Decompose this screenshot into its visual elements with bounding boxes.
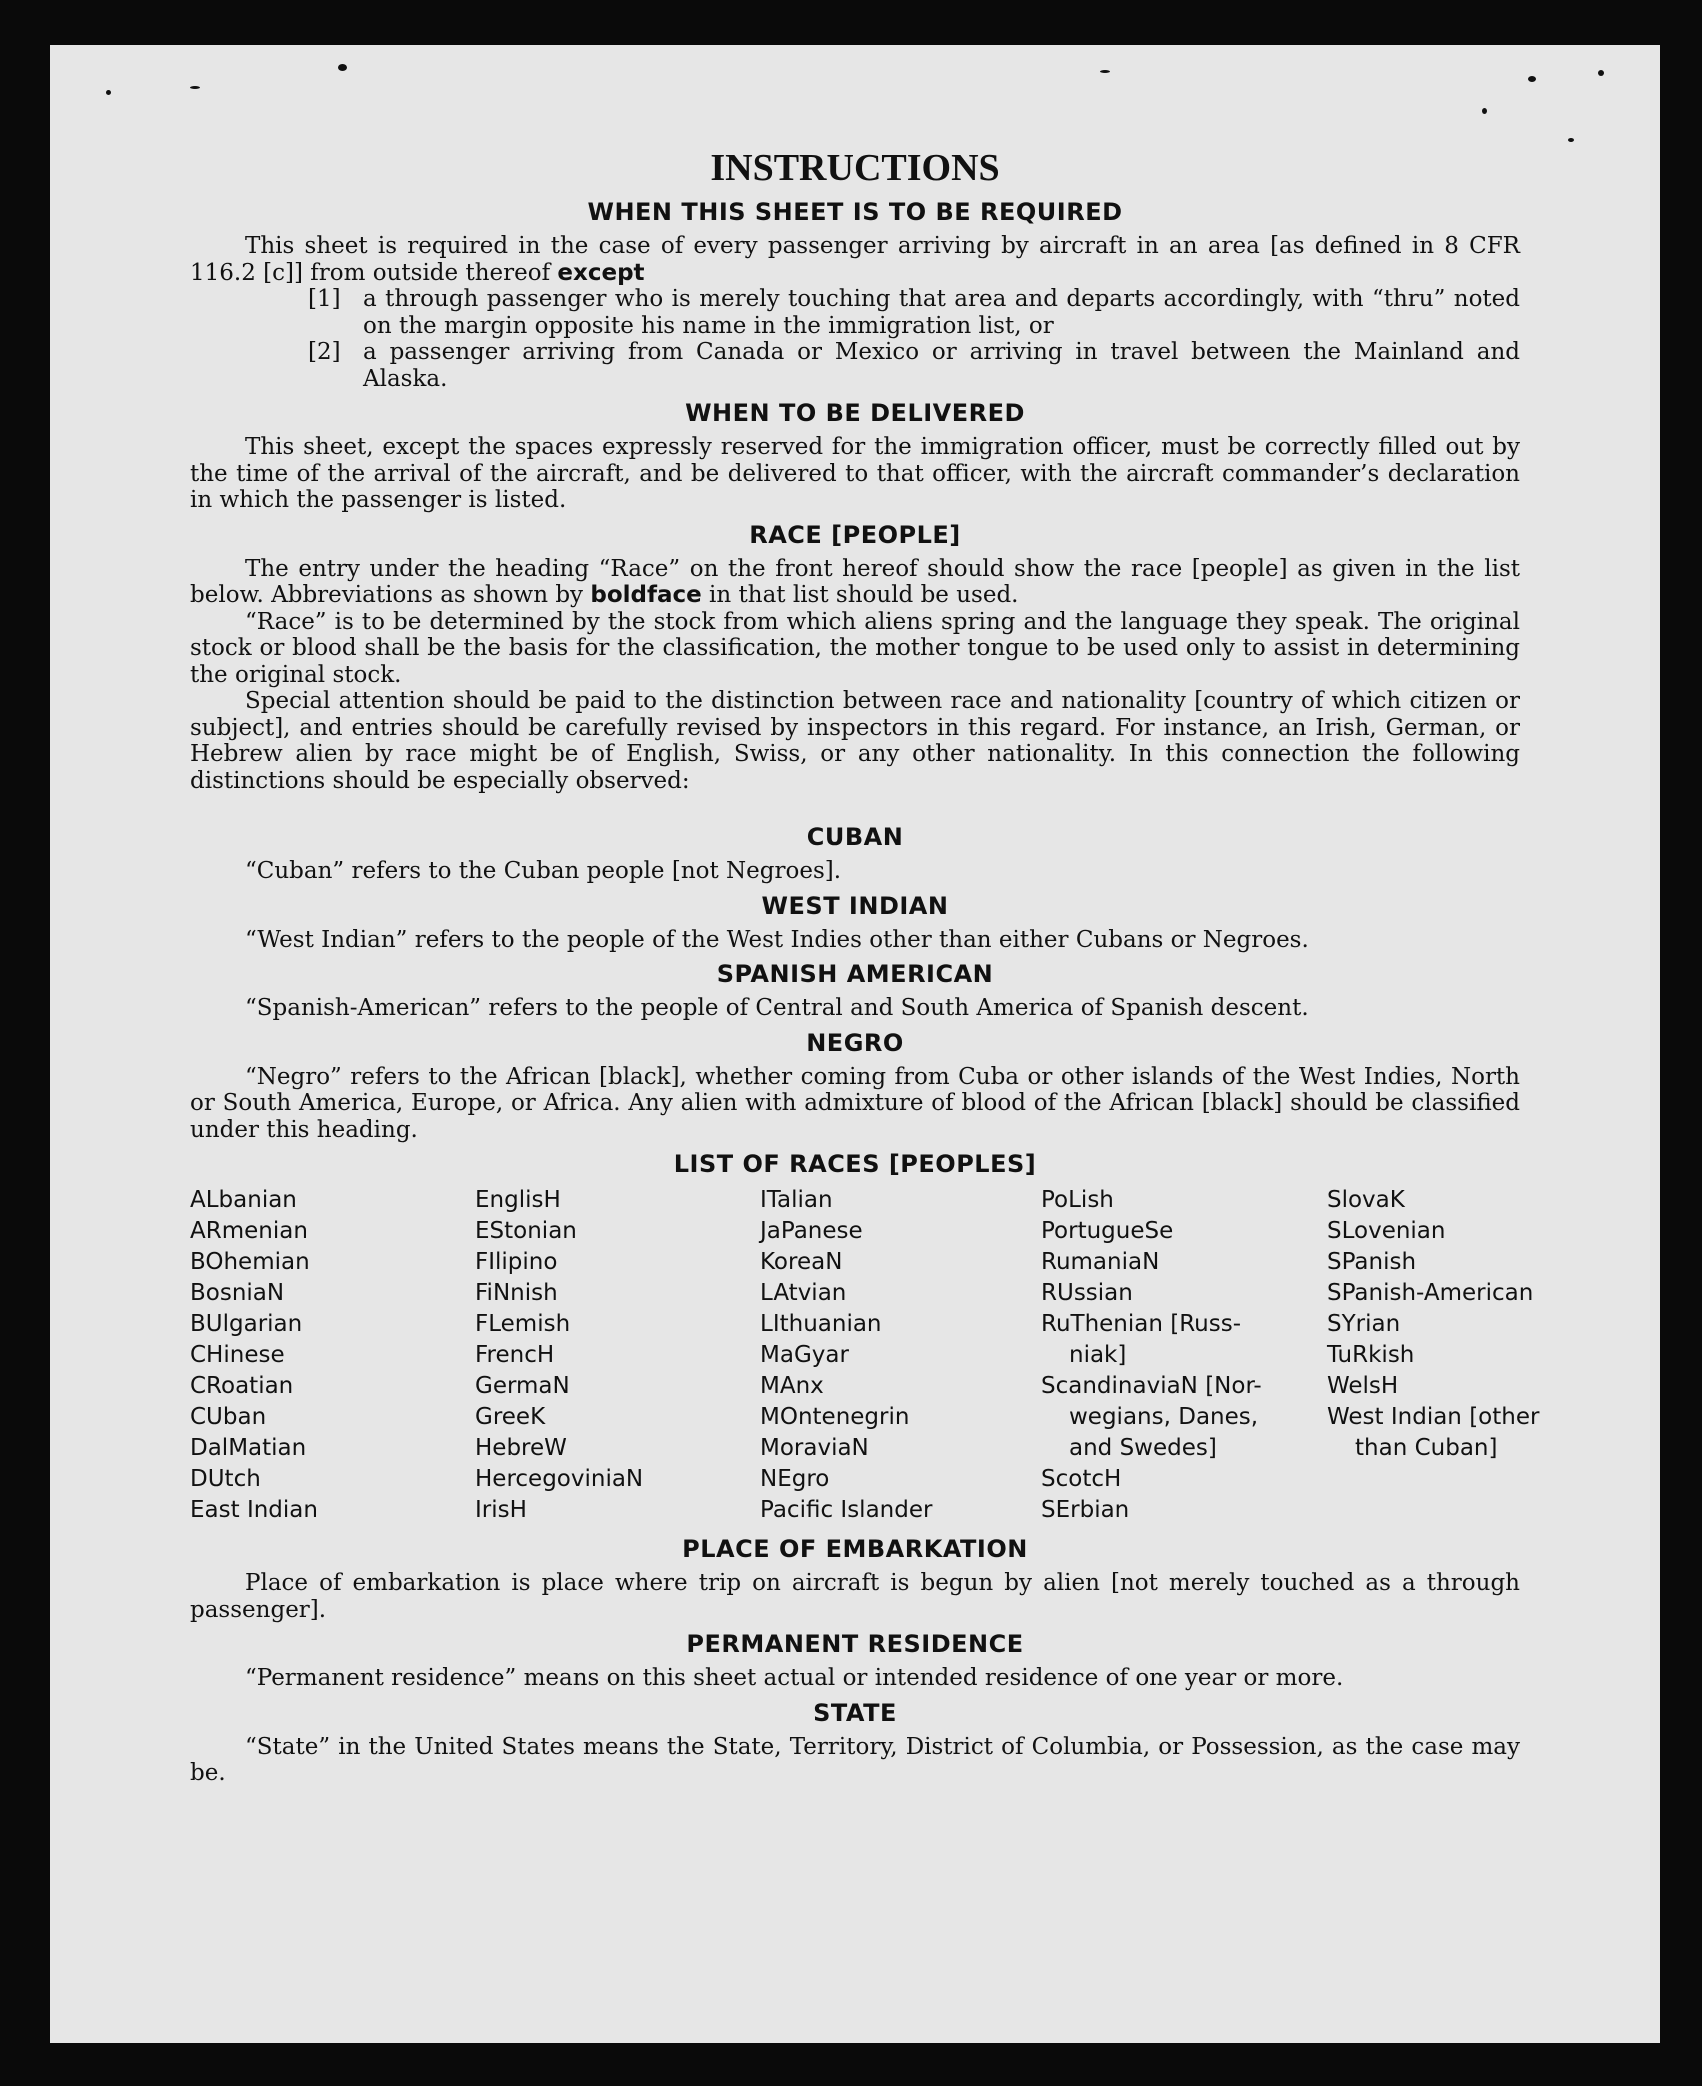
race-p1-start: The entry under the heading “Race” on the front hereof should show the race [people] as given in the list below. Abbreviations as shown by [190,555,1520,608]
races-column-1 [190,1185,475,1526]
races-column-5 [1327,1185,1539,1526]
race-entry: ALbanian [190,1187,297,1213]
race-entry: Pacific Islander [760,1497,933,1523]
race-entry: NEgro [760,1466,830,1492]
race-entry: SlovaK [1327,1187,1405,1213]
scan-speck [1568,138,1574,142]
exception-item-2 [308,339,1520,392]
race-entry: ScandinaviaN [Nor- [1041,1373,1262,1399]
embarkation-definition: Place of embarkation is place where trip on aircraft is begun by alien [not merely touched as a through passenger]. [190,1570,1520,1623]
race-entry-continued: than Cuban] [1355,1435,1498,1461]
race-entry: PoLish [1041,1187,1114,1213]
race-entry: ScotcH [1041,1466,1122,1492]
exception-item-1 [308,286,1520,339]
race-entry: RumaniaN [1041,1249,1160,1275]
scan-speck [1482,108,1487,114]
race-entry: MOntenegrin [760,1404,910,1430]
exception-number: [1] [308,286,341,312]
race-entry: FIlipino [475,1249,558,1275]
race-entry: MaGyar [760,1342,849,1368]
race-entry: LAtvian [760,1280,847,1306]
scan-speck [1528,76,1536,82]
heading-place-of-embarkation: PLACE OF EMBARKATION [682,1535,1028,1563]
race-entry: WelsH [1327,1373,1399,1399]
negro-definition: “Negro” refers to the African [black], whether coming from Cuba or other islands of the West Indies, North or South America, Europe, or Africa. Any alien with admixture of blood of the African [black] should be classified under this heading. [190,1063,1520,1143]
race-entry: JaPanese [760,1218,863,1244]
race-entry: BUlgarian [190,1311,303,1337]
race-paragraph-3: Special attention should be paid to the distinction between race and nationality [country of which citizen or subject], and entries should be carefully revised by inspectors in this regard. For instance, an Irish, German, or Hebrew alien by race might be of English, Swiss, or any other nationality. In this connection the following distinctions should be especially observed: [190,688,1520,794]
heading-negro: NEGRO [806,1028,904,1057]
race-entry: IrisH [475,1497,527,1523]
race-entry: SYrian [1327,1311,1401,1337]
heading-when-delivered: WHEN TO BE DELIVERED [685,399,1025,427]
race-paragraph-1 [190,556,1520,609]
heading-cuban: CUBAN [806,823,904,851]
scan-speck [1598,70,1604,76]
race-entry-continued: and Swedes] [1069,1435,1217,1461]
race-entry: EStonian [475,1218,577,1244]
race-entry: BOhemian [190,1249,310,1275]
race-entry: SErbian [1041,1497,1130,1523]
race-entry: CUban [190,1404,267,1430]
race-entry: EnglisH [475,1187,561,1213]
race-entry: West Indian [other [1327,1404,1540,1430]
race-entry: GermaN [475,1373,570,1399]
race-entry: HercegoviniaN [475,1466,644,1492]
except-label: except [557,259,645,286]
race-entry: FiNnish [475,1280,558,1306]
race-entry: FrencH [475,1342,555,1368]
cuban-definition: “Cuban” refers to the Cuban people [not Negroes]. [245,858,842,884]
race-entry: PortugueSe [1041,1218,1174,1244]
race-entry-continued: wegians, Danes, [1069,1404,1259,1430]
west-indian-definition: “West Indian” refers to the people of the West Indies other than either Cubans or Negroes. [245,926,1309,953]
requirement-intro-text: This sheet is required in the case of every passenger arriving by aircraft in an area [as defined in 8 CFR 116.2 [c]] from outside thereof [190,233,1520,286]
exception-text: a passenger arriving from Canada or Mexico or arriving in travel between the Mainland and Alaska. [363,339,1520,392]
race-entry: FLemish [475,1311,571,1337]
race-entry: BosniaN [190,1280,285,1306]
race-entry: DUtch [190,1466,261,1492]
heading-spanish-american: SPANISH AMERICAN [716,960,994,988]
races-column-3 [760,1185,1041,1526]
scan-speck [106,90,111,95]
exception-number: [2] [308,339,341,365]
race-entry: SLovenian [1327,1218,1446,1244]
race-entry: SPanish [1327,1249,1417,1275]
race-entry: MAnx [760,1373,824,1399]
race-entry-continued: niak] [1069,1342,1127,1368]
scan-speck [1100,70,1110,73]
scan-speck [338,64,347,71]
heading-west-indian: WEST INDIAN [761,891,949,920]
state-definition: “State” in the United States means the State, Territory, District of Columbia, or Possession, as the case may be. [190,1733,1520,1786]
spanish-american-definition: “Spanish-American” refers to the people of Central and South America of Spanish descent. [245,995,1309,1021]
race-entry: TuRkish [1327,1342,1415,1368]
heading-race: RACE [PEOPLE] [749,520,961,549]
requirement-intro [190,233,1520,286]
heading-state: STATE [813,1698,897,1727]
heading-list-of-races: LIST OF RACES [PEOPLES] [673,1150,1037,1178]
race-entry: ARmenian [190,1218,308,1244]
race-entry: LIthuanian [760,1311,882,1337]
race-entry: East Indian [190,1497,318,1523]
instruction-sheet [50,45,1660,2043]
race-entry: GreeK [475,1404,546,1430]
scan-speck [190,86,200,89]
race-entry: DalMatian [190,1435,307,1461]
race-entry: CRoatian [190,1373,294,1399]
boldface-word: boldface [590,582,702,608]
race-p1-end: in that list should be used. [709,582,1019,608]
race-entry: MoraviaN [760,1435,869,1461]
race-entry: CHinese [190,1342,285,1368]
delivery-paragraph: This sheet, except the spaces expressly reserved for the immigration officer, must be correctly filled out by the time of the arrival of the aircraft, and be delivered to that officer, with the aircraft commander’s declaration in which the passenger is listed. [190,434,1520,513]
race-paragraph-2: “Race” is to be determined by the stock from which aliens spring and the language they speak. The original stock or blood shall be the basis for the classification, the mother tongue to be used only to assist in determining the original stock. [190,608,1520,688]
races-column-2 [475,1185,760,1526]
race-entry: RuThenian [Russ- [1041,1311,1242,1337]
heading-permanent-residence: PERMANENT RESIDENCE [686,1630,1024,1658]
race-entry: HebreW [475,1435,567,1461]
races-column-4 [1041,1185,1327,1526]
race-entry: SPanish-American [1327,1280,1534,1306]
residence-definition: “Permanent residence” means on this sheet actual or intended residence of one year or more. [245,1665,1344,1691]
page-title: INSTRUCTIONS [710,147,1000,189]
race-entry: ITalian [760,1187,833,1213]
exception-text: a through passenger who is merely touching that area and departs accordingly, with “thru” noted on the margin opposite his name in the immigration list, or [363,286,1520,339]
race-entry: KoreaN [760,1249,843,1275]
race-entry: RUssian [1041,1280,1133,1306]
heading-when-required: WHEN THIS SHEET IS TO BE REQUIRED [587,198,1123,226]
races-list [190,1185,1540,1526]
